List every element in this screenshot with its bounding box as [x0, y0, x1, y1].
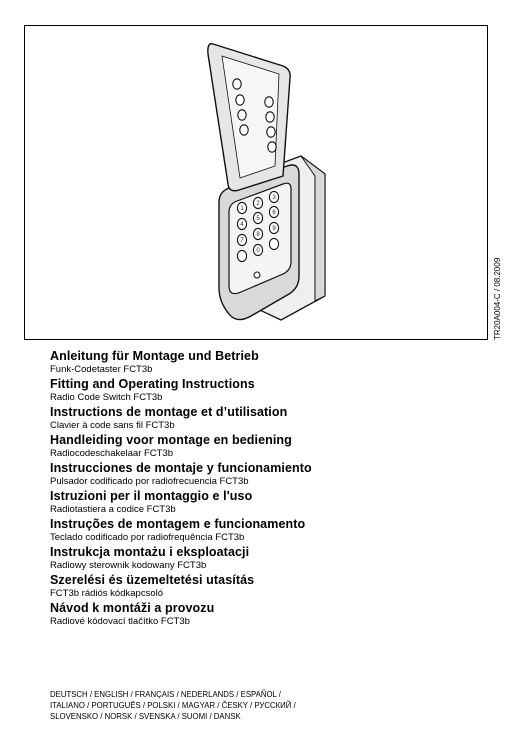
section-subtitle: Radiowy sterownik kodowany FCT3b	[50, 560, 207, 571]
section-subtitle: Radiotastiera a codice FCT3b	[50, 504, 176, 515]
svg-text:3: 3	[272, 195, 276, 201]
svg-text:5: 5	[256, 216, 260, 222]
section-title: Instrukcja montażu i eksploatacji	[50, 545, 250, 559]
section-de	[50, 349, 480, 377]
svg-text:7: 7	[240, 238, 244, 244]
svg-text:6: 6	[272, 210, 276, 216]
svg-text:4: 4	[240, 222, 244, 228]
section-nl	[50, 433, 480, 461]
language-line: SLOVENSKO / NORSK / SVENSKA / SUOMI / DANSK	[50, 712, 241, 721]
section-subtitle: Clavier à code sans fil FCT3b	[50, 420, 175, 431]
section-subtitle: FCT3b rádiós kódkapcsoló	[50, 588, 163, 599]
section-pl	[50, 545, 480, 573]
svg-text:1: 1	[240, 206, 244, 212]
language-list	[50, 689, 480, 722]
language-line: DEUTSCH / ENGLISH / FRANÇAIS / NEDERLANDS / ESPAÑOL /	[50, 690, 281, 699]
section-fr	[50, 405, 480, 433]
section-subtitle: Radio Code Switch FCT3b	[50, 392, 163, 403]
section-es	[50, 461, 480, 489]
section-subtitle: Radiové kódovací tlačítko FCT3b	[50, 616, 190, 627]
section-title: Instrucciones de montaje y funcionamiento	[50, 461, 312, 475]
section-subtitle: Pulsador codificado por radiofrecuencia FCT3b	[50, 476, 249, 487]
section-cz	[50, 601, 480, 629]
section-subtitle: Teclado codificado por radiofrequência FCT3b	[50, 532, 245, 543]
section-title: Istruzioni per il montaggio e l'uso	[50, 489, 253, 503]
section-title: Návod k montáži a provozu	[50, 601, 215, 615]
section-title: Instruções de montagem e funcionamento	[50, 517, 306, 531]
document-code: TR20A004-C / 08.2009	[493, 257, 502, 340]
section-subtitle: Funk-Codetaster FCT3b	[50, 364, 153, 375]
svg-text:2: 2	[256, 201, 260, 207]
product-illustration-frame	[24, 25, 488, 340]
instruction-titles	[50, 349, 480, 629]
svg-text:9: 9	[272, 226, 276, 232]
section-en	[50, 377, 480, 405]
section-title: Handleiding voor montage en bediening	[50, 433, 292, 447]
section-title: Instructions de montage et d’utilisation	[50, 405, 288, 419]
section-pt	[50, 517, 480, 545]
section-title: Szerelési és üzemeltetési utasítás	[50, 573, 255, 587]
section-title: Fitting and Operating Instructions	[50, 377, 255, 391]
section-it	[50, 489, 480, 517]
keypad-illustration	[25, 26, 487, 339]
svg-text:0: 0	[256, 248, 260, 254]
svg-text:8: 8	[256, 232, 260, 238]
section-subtitle: Radiocodeschakelaar FCT3b	[50, 448, 174, 459]
section-hu	[50, 573, 480, 601]
language-line: ITALIANO / PORTUGUÊS / POLSKI / MAGYAR / ČESKY / РУССКИЙ /	[50, 701, 296, 710]
section-title: Anleitung für Montage und Betrieb	[50, 349, 259, 363]
